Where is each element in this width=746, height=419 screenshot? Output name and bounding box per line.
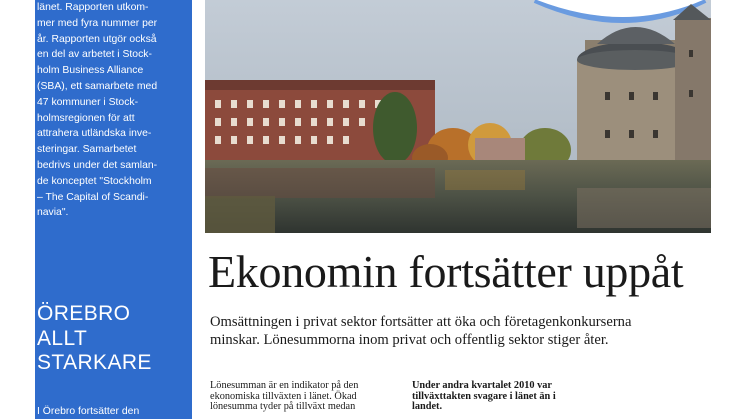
sidebar <box>35 0 192 419</box>
article-ingress <box>210 314 710 349</box>
sidebar-heading-line: ALLT <box>37 326 88 350</box>
sidebar-text-line: attrahera utländska inve- <box>37 128 152 140</box>
sidebar-bottom-text: I Örebro fortsätter den <box>37 406 140 417</box>
sidebar-text-line: mer med fyra nummer per <box>37 17 158 29</box>
sidebar-text-line: de konceptet "Stockholm <box>37 175 152 187</box>
column-1-line: lönesumma tyder på tillväxt medan <box>210 401 356 413</box>
ingress-line: minskar. Lönesummorna inom privat och offentlig sektor stiger åter. <box>210 331 609 348</box>
page-title: Ekonomin fortsätter uppåt <box>208 246 684 297</box>
sidebar-text-line: länet. Rapporten utkom- <box>37 2 149 13</box>
sidebar-text-line: (SBA), ett samarbete med <box>37 80 158 92</box>
sidebar-text <box>37 0 189 221</box>
column-1-line: Lönesumman är en indikator på den <box>210 380 359 391</box>
sidebar-heading-line: STARKARE <box>37 351 152 374</box>
sidebar-text-line: holm Business Alliance <box>37 65 144 77</box>
sidebar-text-line: – The Capital of Scandi- <box>37 191 149 203</box>
ingress-line: Omsättningen i privat sektor fortsätter att öka och företagenkonkurserna <box>210 314 632 330</box>
sidebar-text-line: en del av arbetet i Stock- <box>37 49 152 61</box>
sidebar-heading <box>37 302 189 376</box>
sidebar-text-line: 47 kommuner i Stock- <box>37 96 139 108</box>
column-2-line: tillväxttakten svagare i länet än i <box>412 390 556 402</box>
sidebar-text-line: navia". <box>37 207 69 219</box>
sidebar-text-line: steringar. Samarbetet <box>37 144 137 156</box>
article-column-1 <box>210 381 400 413</box>
article-column-2 <box>412 381 612 413</box>
column-1-line: ekonomiska tillväxten i länet. Ökad <box>210 390 357 402</box>
orebro-castle-photo <box>205 0 711 233</box>
sidebar-text-line: bedrivs under det samlan- <box>37 159 158 171</box>
sidebar-text-line: holmsregionen för att <box>37 112 135 124</box>
column-2-line: landet. <box>412 401 443 413</box>
sidebar-text-line: år. Rapporten utgör också <box>37 33 157 45</box>
sidebar-heading-line: ÖREBRO <box>37 302 131 325</box>
column-2-line: Under andra kvartalet 2010 var <box>412 380 552 391</box>
